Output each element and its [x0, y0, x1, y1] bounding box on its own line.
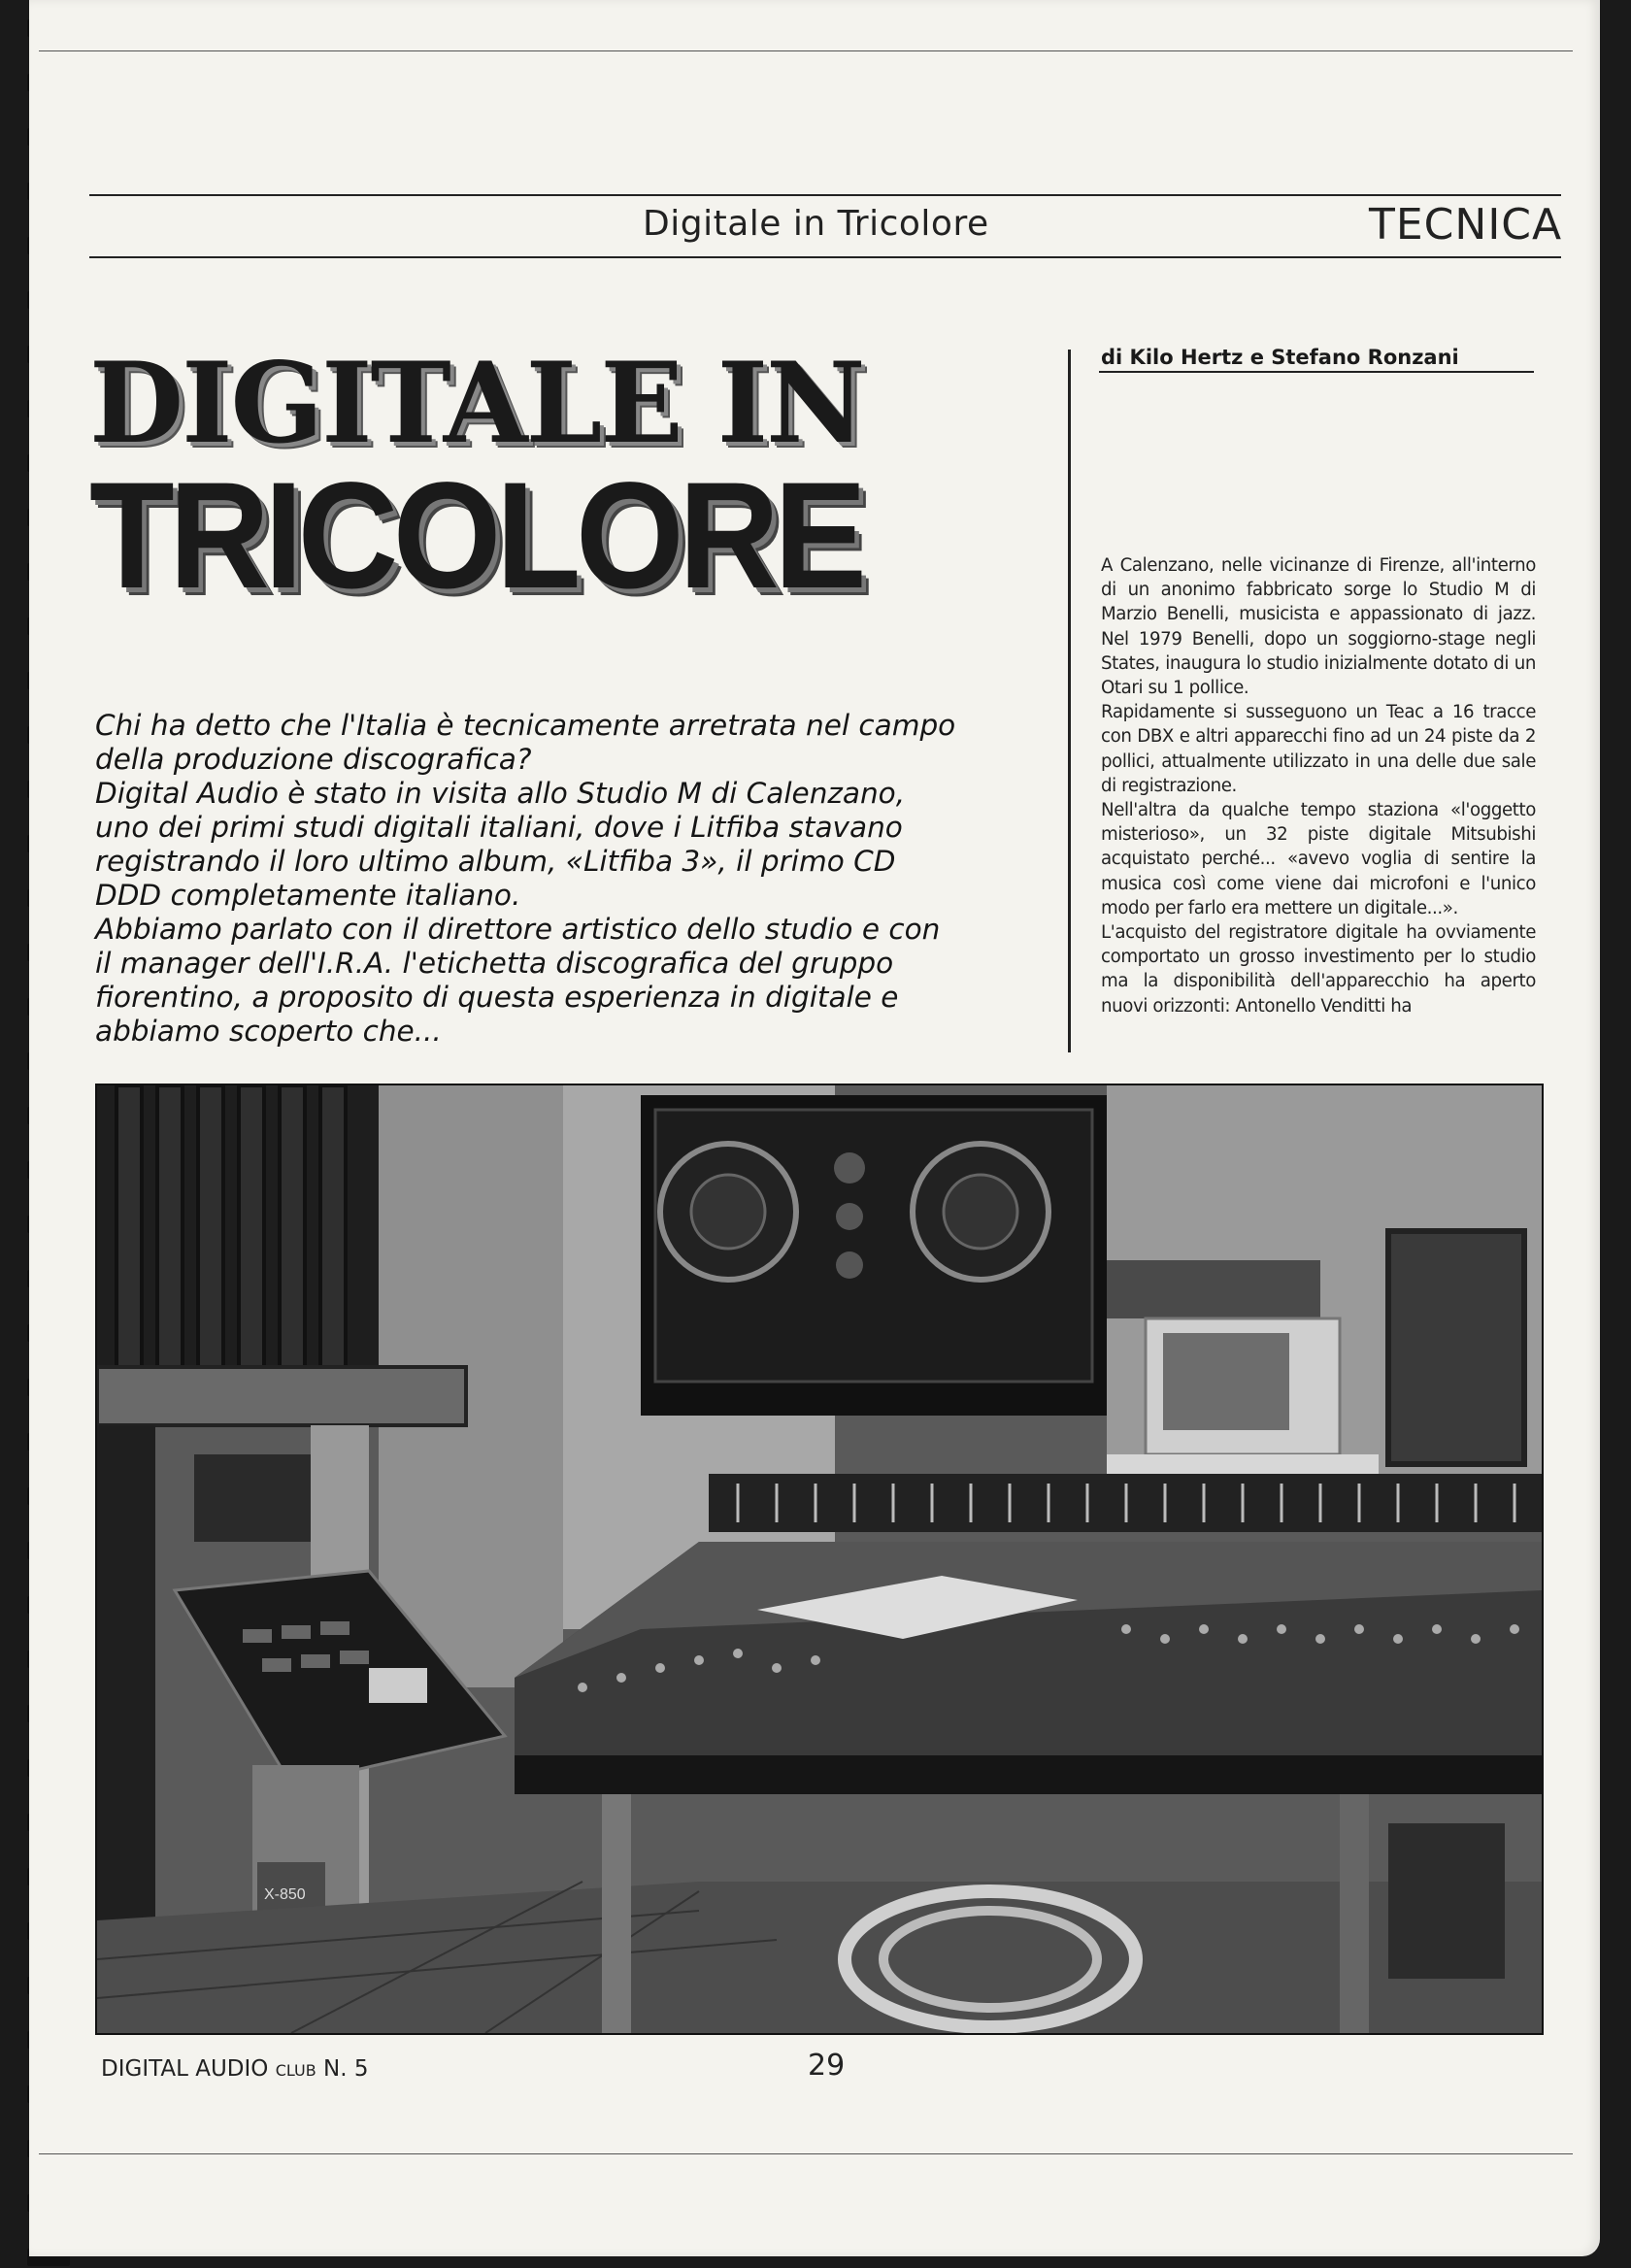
body-paragraph: L'acquisto del registratore digitale ha ovviamente comportato un grosso investimento per lo studio ma la disponibilità dell'apparecchio ha aperto nuovi orizzonti: Antonello Venditti ha — [1101, 922, 1536, 1017]
bottom-edge-rule — [39, 2153, 1573, 2154]
recorder-label: X-850 — [264, 1886, 306, 1903]
magazine-club: CLUB — [275, 2061, 316, 2080]
studio-photo — [95, 1084, 1544, 2035]
body-paragraph: Nell'altra da qualche tempo staziona «l'oggetto misterioso», un 32 piste digitale Mitsubishi acquistato perché... «avevo voglia di sentire la musica così come viene dai microfoni e l'unico modo per farlo era mettere un digitale...». — [1101, 800, 1536, 918]
top-edge-rule — [39, 50, 1573, 51]
body-paragraph: Rapidamente si susseguono un Teac a 16 tracce con DBX e altri apparecchi fino ad un 24 piste da 2 pollici, attualmente utilizzato in una delle due sale di registrazione. — [1101, 702, 1536, 796]
body-column — [1101, 553, 1536, 1018]
article-intro — [95, 709, 959, 1049]
magazine-footer — [101, 2056, 368, 2082]
page-number: 29 — [808, 2049, 846, 2083]
magazine-name: DIGITAL AUDIO — [101, 2056, 269, 2082]
header-bottom-rule — [89, 256, 1561, 258]
studio-photo-drawing — [97, 1085, 1542, 2033]
article-title — [89, 338, 1041, 620]
article-title-line2: TRICOLORE — [89, 451, 862, 620]
issue-number: N. 5 — [323, 2056, 369, 2082]
section-label: TECNICA — [1369, 200, 1563, 250]
byline-rule — [1099, 371, 1534, 373]
header-top-rule — [89, 194, 1561, 196]
body-paragraph: A Calenzano, nelle vicinanze di Firenze, all'interno di un anonimo fabbricato sorge lo Studio M di Marzio Benelli, musicista e appassionato di jazz. Nel 1979 Benelli, dopo un soggiorno-stage negli States, inaugura lo studio inizialmente dotato di un Otari su 1 pollice. — [1101, 555, 1536, 699]
intro-paragraph: Digital Audio è stato in visita allo Studio M di Calenzano, uno dei primi studi digitali italiani, dove i Litfiba stavano registrando il loro ultimo album, «Litfiba 3», il primo CD DDD completamente italiano. — [95, 777, 906, 912]
intro-paragraph: Abbiamo parlato con il direttore artistico dello studio e con il manager dell'I.R.A. l'etichetta discografica del gruppo fiorentino, a proposito di questa esperienza in digitale e abbiamo scoperto che... — [95, 913, 941, 1048]
byline: di Kilo Hertz e Stefano Ronzani — [1101, 346, 1459, 369]
header-title: Digitale in Tricolore — [643, 204, 989, 244]
column-divider — [1068, 350, 1071, 1052]
intro-paragraph: Chi ha detto che l'Italia è tecnicamente arretrata nel campo della produzione discografica? — [95, 709, 956, 776]
article-title-line1: DIGITALE IN — [89, 338, 864, 469]
